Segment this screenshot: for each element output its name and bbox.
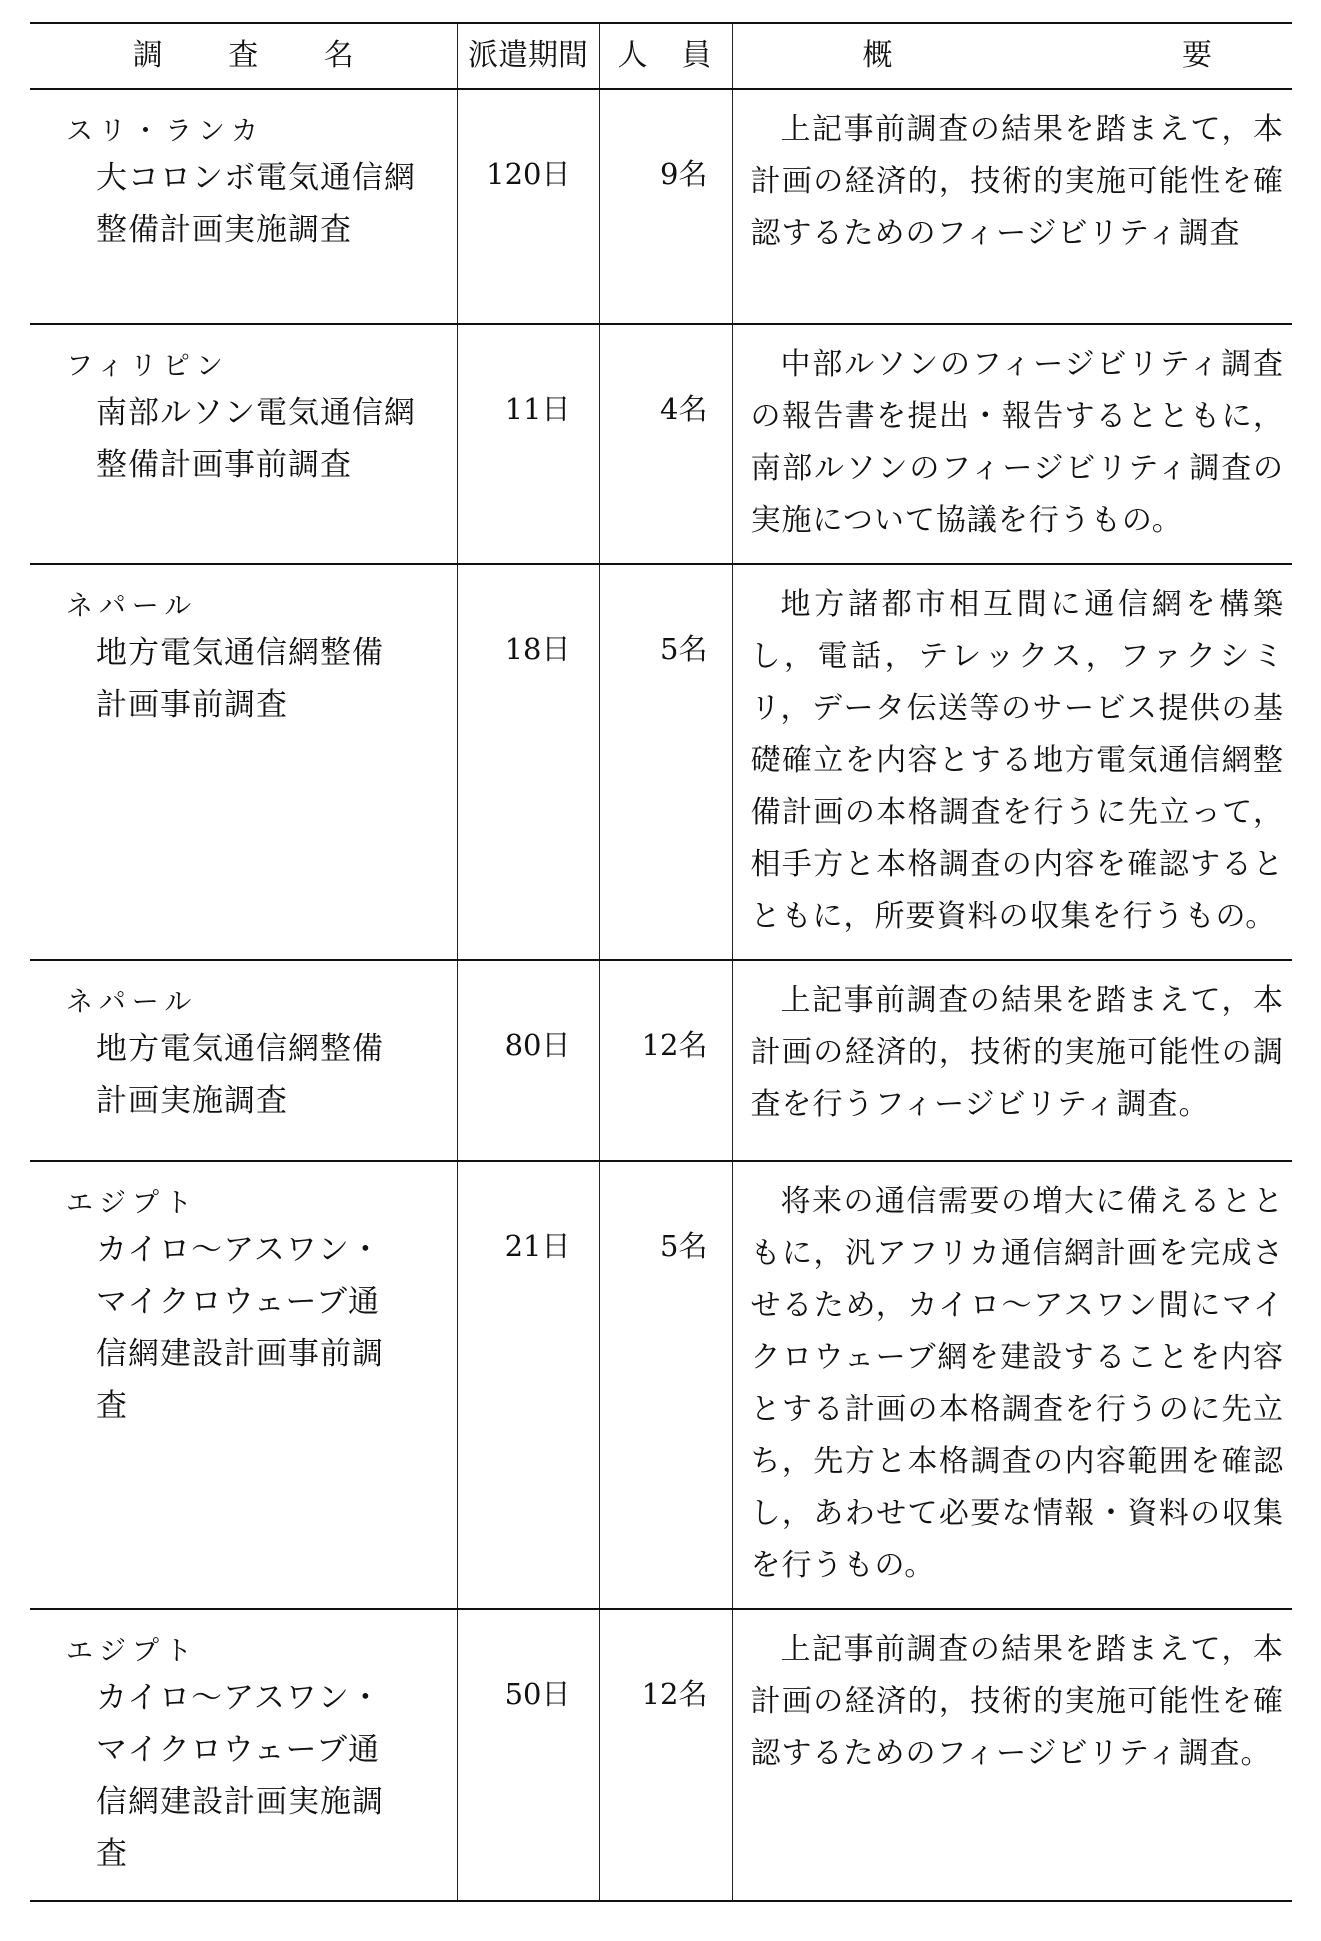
header-survey-name-char: 名 (323, 38, 354, 73)
staff-count: 4名 (660, 392, 708, 426)
staff-count: 5名 (660, 1229, 708, 1263)
summary-cell (732, 960, 1292, 1161)
staff-count: 5名 (660, 632, 708, 666)
table-row (30, 89, 1292, 324)
country-name: ネパール (66, 987, 198, 1018)
header-summary-char: 概 (862, 38, 893, 73)
period-cell (457, 1609, 599, 1901)
table-header (30, 23, 1292, 89)
header-row (30, 23, 1292, 89)
survey-name-cell (30, 1609, 457, 1901)
survey-title: 南部ルソン電気通信網 整備計画事前調査 (96, 395, 416, 483)
period-cell (457, 1161, 599, 1609)
period-cell (457, 960, 599, 1161)
dispatch-period: 80日 (504, 1028, 571, 1062)
summary-cell (732, 324, 1292, 564)
header-summary (732, 23, 1292, 89)
summary-text: 上記事前調査の結果を踏まえて，本計画の経済的，技術的実施可能性を確認するためのフィージビリティ調査。 (750, 1632, 1284, 1771)
survey-table (30, 22, 1292, 1902)
header-summary-char: 要 (1182, 38, 1212, 73)
staff-count: 12名 (641, 1677, 708, 1711)
country-name: スリ・ランカ (66, 116, 264, 147)
staff-cell (599, 960, 732, 1161)
header-staff (599, 23, 732, 89)
staff-cell (599, 1161, 732, 1609)
survey-title: カイロ～アスワン・ マイクロウェーブ通 信網建設計画事前調 査 (96, 1232, 384, 1424)
survey-title: 地方電気通信網整備 計画実施調査 (96, 1031, 384, 1119)
country-name: フィリピン (66, 351, 229, 382)
header-dispatch-period: 派遣期間 (457, 23, 599, 89)
survey-name-cell (30, 960, 457, 1161)
dispatch-period: 18日 (504, 632, 571, 666)
survey-title: 地方電気通信網整備 計画事前調査 (96, 635, 384, 723)
table-row (30, 1161, 1292, 1609)
summary-text: 将来の通信需要の増大に備えるとともに，汎アフリカ通信網計画を完成させるため，カイロ～アスワン間にマイクロウェーブ網を建設することを内容とする計画の本格調査を行うのに先立ち，先方と本格調査の内容範囲を確認し，あわせて必要な情報・資料の収集を行うもの。 (750, 1184, 1284, 1583)
summary-cell (732, 1161, 1292, 1609)
country-name: ネパール (66, 591, 198, 622)
staff-count: 9名 (660, 157, 708, 191)
period-cell (457, 89, 599, 324)
survey-name-cell (30, 564, 457, 960)
survey-name-cell (30, 324, 457, 564)
summary-cell (732, 564, 1292, 960)
header-staff-char: 人 (617, 38, 648, 73)
dispatch-period: 50日 (504, 1677, 571, 1711)
country-name: エジプト (66, 1636, 198, 1667)
summary-text: 地方諸都市相互間に通信網を構築し，電話，テレックス，ファクシミリ，データ伝送等のサービス提供の基礎確立を内容とする地方電気通信網整備計画の本格調査を行うに先立って，相手方と本格調査の内容を確認するとともに，所要資料の収集を行うもの。 (750, 587, 1284, 934)
summary-text: 中部ルソンのフィージビリティ調査の報告書を提出・報告するとともに，南部ルソンのフィージビリティ調査の実施について協議を行うもの。 (750, 347, 1284, 538)
period-cell (457, 564, 599, 960)
table-row (30, 564, 1292, 960)
dispatch-period: 21日 (504, 1229, 571, 1263)
dispatch-period: 120日 (486, 157, 571, 191)
header-survey-name-char: 調 (132, 38, 163, 73)
survey-title: カイロ～アスワン・ マイクロウェーブ通 信網建設計画実施調 査 (96, 1680, 384, 1872)
staff-cell (599, 564, 732, 960)
table-row (30, 324, 1292, 564)
table-body (30, 89, 1292, 1901)
header-survey-name (30, 23, 457, 89)
summary-cell (732, 89, 1292, 324)
table-row (30, 960, 1292, 1161)
country-name: エジプト (66, 1188, 198, 1219)
staff-cell (599, 1609, 732, 1901)
survey-name-cell (30, 89, 457, 324)
header-staff-char: 員 (681, 38, 712, 73)
survey-name-cell (30, 1161, 457, 1609)
summary-text: 上記事前調査の結果を踏まえて，本計画の経済的，技術的実施可能性を確認するためのフィージビリティ調査 (750, 112, 1284, 251)
summary-cell (732, 1609, 1292, 1901)
staff-cell (599, 324, 732, 564)
dispatch-period: 11日 (504, 392, 571, 426)
staff-count: 12名 (641, 1028, 708, 1062)
table-row (30, 1609, 1292, 1901)
period-cell (457, 324, 599, 564)
staff-cell (599, 89, 732, 324)
survey-title: 大コロンボ電気通信網 整備計画実施調査 (96, 160, 416, 248)
summary-text: 上記事前調査の結果を踏まえて，本計画の経済的，技術的実施可能性の調査を行うフィージビリティ調査。 (750, 983, 1284, 1122)
header-survey-name-char: 査 (228, 38, 259, 73)
